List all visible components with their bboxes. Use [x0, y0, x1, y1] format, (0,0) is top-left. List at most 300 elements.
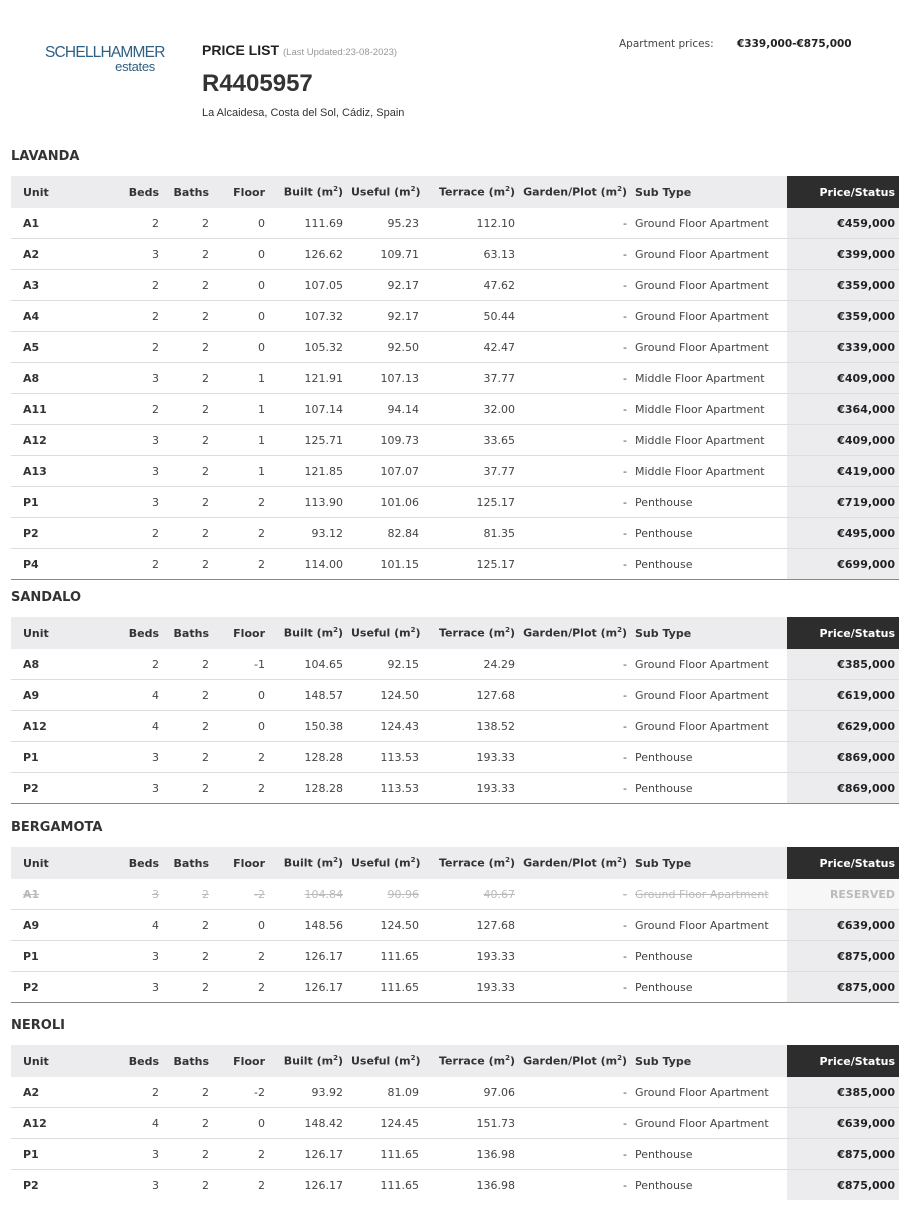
- table-row: [11, 456, 899, 487]
- cell-useful: 92.17: [347, 301, 423, 332]
- column-header-label: Terrace (m: [439, 1054, 506, 1068]
- cell-useful: 124.45: [347, 1108, 423, 1139]
- page-title: [202, 42, 397, 58]
- column-header-label: Beds: [128, 185, 159, 199]
- price-range-label: Apartment prices:: [619, 38, 714, 50]
- cell-built: 111.69: [269, 208, 347, 239]
- column-header-beds: [103, 847, 163, 879]
- cell-built: 126.17: [269, 941, 347, 972]
- cell-floor: 0: [213, 680, 269, 711]
- unit-superscript: 2: [505, 856, 510, 865]
- cell-price: €385,000: [787, 649, 899, 680]
- cell-terrace: 24.29: [423, 649, 519, 680]
- cell-beds: 3: [103, 239, 163, 270]
- table-header-row: [11, 1045, 899, 1077]
- column-header-label: Floor: [233, 626, 265, 640]
- column-header-terrace: [423, 176, 519, 208]
- column-header-label: Useful (m: [351, 626, 411, 640]
- column-header-close: ): [415, 856, 421, 870]
- column-header-useful: [347, 617, 423, 649]
- table-header-row: [11, 176, 899, 208]
- table-row: [11, 1170, 899, 1201]
- column-header-label: Built (m: [283, 626, 334, 640]
- column-header-garden: [519, 176, 631, 208]
- cell-terrace: 136.98: [423, 1139, 519, 1170]
- cell-useful: 94.14: [347, 394, 423, 425]
- column-header-unit: [11, 847, 103, 879]
- price-table: [11, 617, 899, 804]
- cell-beds: 3: [103, 773, 163, 804]
- cell-garden: -: [519, 487, 631, 518]
- table-row: [11, 239, 899, 270]
- cell-unit: P1: [11, 487, 103, 518]
- cell-subtype: Ground Floor Apartment: [631, 301, 787, 332]
- table-row: [11, 711, 899, 742]
- cell-useful: 109.73: [347, 425, 423, 456]
- table-row: [11, 208, 899, 239]
- unit-superscript: 2: [505, 185, 510, 194]
- cell-baths: 2: [163, 1139, 213, 1170]
- cell-built: 105.32: [269, 332, 347, 363]
- cell-subtype: Ground Floor Apartment: [631, 680, 787, 711]
- cell-unit: P4: [11, 549, 103, 580]
- cell-useful: 124.50: [347, 680, 423, 711]
- column-header-label: Useful (m: [351, 185, 411, 199]
- cell-built: 104.65: [269, 649, 347, 680]
- cell-garden: -: [519, 711, 631, 742]
- column-header-close: ): [337, 626, 343, 640]
- cell-useful: 111.65: [347, 1139, 423, 1170]
- column-header-useful: [347, 176, 423, 208]
- cell-beds: 2: [103, 270, 163, 301]
- cell-garden: -: [519, 910, 631, 941]
- table-row: [11, 773, 899, 804]
- table-row: [11, 394, 899, 425]
- cell-unit: A13: [11, 456, 103, 487]
- price-table: [11, 1045, 899, 1200]
- cell-terrace: 125.17: [423, 549, 519, 580]
- cell-built: 114.00: [269, 549, 347, 580]
- cell-useful: 92.17: [347, 270, 423, 301]
- column-header-baths: [163, 617, 213, 649]
- cell-unit: P1: [11, 742, 103, 773]
- cell-price: €875,000: [787, 1170, 899, 1201]
- unit-superscript: 2: [410, 856, 416, 865]
- cell-subtype: Ground Floor Apartment: [631, 910, 787, 941]
- column-header-label: Garden/Plot (m: [523, 626, 618, 640]
- cell-floor: 2: [213, 549, 269, 580]
- column-header-floor: [213, 1045, 269, 1077]
- cell-price: €364,000: [787, 394, 899, 425]
- cell-baths: 2: [163, 301, 213, 332]
- cell-subtype: Ground Floor Apartment: [631, 332, 787, 363]
- cell-garden: -: [519, 972, 631, 1003]
- column-header-terrace: [423, 617, 519, 649]
- column-header-label: Unit: [23, 856, 49, 870]
- cell-built: 126.62: [269, 239, 347, 270]
- cell-garden: -: [519, 363, 631, 394]
- cell-beds: 2: [103, 332, 163, 363]
- cell-unit: A5: [11, 332, 103, 363]
- cell-unit: P1: [11, 1139, 103, 1170]
- column-header-terrace: [423, 847, 519, 879]
- cell-useful: 111.65: [380, 1178, 419, 1192]
- cell-beds: 2: [103, 1077, 163, 1108]
- column-header-subtype: [631, 1045, 787, 1077]
- cell-price: €699,000: [787, 549, 899, 580]
- column-header-label: Floor: [233, 856, 265, 870]
- cell-price: €409,000: [787, 363, 899, 394]
- column-header-close: ): [621, 185, 627, 199]
- column-header-label: Built (m: [283, 185, 334, 199]
- price-table: [11, 847, 899, 1003]
- cell-floor: 0: [213, 711, 269, 742]
- cell-built: 126.17: [269, 972, 347, 1003]
- column-header-label: Terrace (m: [439, 626, 506, 640]
- cell-garden: -: [519, 549, 631, 580]
- cell-subtype: Ground Floor Apartment: [631, 1108, 787, 1139]
- last-updated: (Last Updated:23-08-2023): [283, 47, 398, 58]
- cell-subtype: Penthouse: [635, 1178, 693, 1192]
- column-header-close: ): [621, 856, 627, 870]
- table-header-row: [11, 847, 899, 879]
- cell-terrace: 42.47: [423, 332, 519, 363]
- column-header-close: ): [509, 1054, 515, 1068]
- table-row: [11, 332, 899, 363]
- cell-useful: 81.09: [347, 1077, 423, 1108]
- column-header-label: Price/Status: [819, 626, 895, 640]
- cell-unit: P1: [11, 941, 103, 972]
- cell-unit: A2: [11, 239, 103, 270]
- unit-superscript: 2: [333, 626, 338, 635]
- column-header-garden: [519, 617, 631, 649]
- cell-beds: 4: [103, 711, 163, 742]
- cell-terrace: 40.67: [423, 879, 519, 910]
- cell-price: €639,000: [787, 910, 899, 941]
- column-header-baths: [163, 176, 213, 208]
- cell-subtype: Penthouse: [631, 972, 787, 1003]
- column-header-price: [787, 847, 899, 879]
- cell-floor: 2: [213, 773, 269, 804]
- cell-built: 121.91: [269, 363, 347, 394]
- cell-price: €875,000: [787, 1139, 899, 1170]
- cell-garden: -: [519, 332, 631, 363]
- cell-unit: A2: [11, 1077, 103, 1108]
- table-row: [11, 270, 899, 301]
- table-row: [11, 941, 899, 972]
- cell-baths: 2: [163, 518, 213, 549]
- unit-superscript: 2: [617, 626, 622, 635]
- cell-garden: -: [519, 456, 631, 487]
- cell-baths: 2: [163, 773, 213, 804]
- section-title: SANDALO: [11, 590, 82, 605]
- table-row: [11, 363, 899, 394]
- column-header-built: [269, 1045, 347, 1077]
- cell-price: €385,000: [787, 1077, 899, 1108]
- cell-useful: 92.15: [347, 649, 423, 680]
- cell-subtype: Ground Floor Apartment: [631, 879, 787, 910]
- column-header-unit: [11, 617, 103, 649]
- cell-subtype: Ground Floor Apartment: [631, 239, 787, 270]
- unit-superscript: 2: [505, 626, 510, 635]
- cell-baths: 2: [163, 649, 213, 680]
- column-header-close: ): [337, 1054, 343, 1068]
- cell-floor: 2: [213, 941, 269, 972]
- cell-baths: 2: [163, 879, 213, 910]
- cell-floor: -1: [213, 649, 269, 680]
- cell-terrace: 193.33: [423, 742, 519, 773]
- cell-subtype: Penthouse: [631, 773, 787, 804]
- cell-built: 121.85: [269, 456, 347, 487]
- column-header-label: Floor: [233, 185, 265, 199]
- column-header-terrace: [423, 1045, 519, 1077]
- cell-price: €875,000: [787, 941, 899, 972]
- column-header-close: ): [337, 185, 343, 199]
- cell-subtype: Penthouse: [631, 742, 787, 773]
- cell-price: €869,000: [787, 773, 899, 804]
- cell-garden: -: [519, 394, 631, 425]
- cell-baths: 2: [163, 208, 213, 239]
- cell-baths: 2: [163, 941, 213, 972]
- column-header-label: Price/Status: [819, 856, 895, 870]
- column-header-label: Beds: [128, 626, 159, 640]
- column-header-label: Terrace (m: [439, 856, 506, 870]
- cell-terrace: 63.13: [423, 239, 519, 270]
- cell-price: €339,000: [787, 332, 899, 363]
- cell-floor: 0: [213, 332, 269, 363]
- column-header-label: Sub Type: [635, 856, 692, 870]
- cell-useful: 124.43: [347, 711, 423, 742]
- property-location: La Alcaidesa, Costa del Sol, Cádiz, Spain: [202, 107, 405, 119]
- cell-built: 128.28: [269, 773, 347, 804]
- cell-unit: A12: [11, 1108, 103, 1139]
- cell-baths: 2: [163, 394, 213, 425]
- cell-terrace: 193.33: [423, 941, 519, 972]
- cell-unit: A9: [11, 910, 103, 941]
- unit-superscript: 2: [617, 185, 622, 194]
- cell-useful: 111.65: [347, 972, 423, 1003]
- cell-garden: -: [519, 1139, 631, 1170]
- unit-superscript: 2: [333, 856, 338, 865]
- table-row: [11, 972, 899, 1003]
- cell-baths: 2: [163, 425, 213, 456]
- cell-useful: 113.53: [347, 773, 423, 804]
- cell-floor: 0: [213, 239, 269, 270]
- cell-garden: -: [519, 879, 631, 910]
- cell-garden: -: [519, 941, 631, 972]
- cell-price: RESERVED: [787, 879, 899, 910]
- cell-beds: 2: [103, 394, 163, 425]
- cell-beds: 4: [103, 910, 163, 941]
- cell-garden: -: [519, 773, 631, 804]
- cell-floor: 0: [213, 208, 269, 239]
- cell-built: 148.56: [269, 910, 347, 941]
- cell-useful: 107.07: [347, 456, 423, 487]
- cell-floor: 0: [213, 910, 269, 941]
- column-header-label: Baths: [173, 626, 209, 640]
- cell-terrace: 193.33: [423, 972, 519, 1003]
- cell-unit: A1: [11, 879, 103, 910]
- unit-superscript: 2: [617, 1054, 622, 1063]
- cell-garden: -: [519, 742, 631, 773]
- cell-beds: 3: [103, 1139, 163, 1170]
- column-header-beds: [103, 617, 163, 649]
- table-header-row: [11, 617, 899, 649]
- cell-useful: 95.23: [347, 208, 423, 239]
- column-header-beds: [103, 176, 163, 208]
- column-header-subtype: [631, 847, 787, 879]
- cell-price: €869,000: [787, 742, 899, 773]
- logo-line2: estates: [115, 59, 155, 74]
- table-row: [11, 910, 899, 941]
- column-header-price: [787, 617, 899, 649]
- cell-built: 107.14: [269, 394, 347, 425]
- cell-useful: 113.53: [347, 742, 423, 773]
- cell-beds: 3: [103, 972, 163, 1003]
- column-header-label: Unit: [23, 1054, 49, 1068]
- table-row: [11, 301, 899, 332]
- cell-floor: 2: [213, 518, 269, 549]
- column-header-close: ): [621, 626, 627, 640]
- cell-unit: A11: [11, 394, 103, 425]
- table-row: [11, 1139, 899, 1170]
- cell-built: 93.12: [269, 518, 347, 549]
- column-header-floor: [213, 176, 269, 208]
- column-header-label: Floor: [233, 1054, 265, 1068]
- column-header-close: ): [509, 626, 515, 640]
- cell-price: €419,000: [787, 456, 899, 487]
- cell-baths: 2: [163, 239, 213, 270]
- column-header-unit: [11, 1045, 103, 1077]
- cell-terrace: 193.33: [423, 773, 519, 804]
- cell-subtype: Penthouse: [631, 518, 787, 549]
- cell-subtype: Penthouse: [631, 1139, 787, 1170]
- cell-baths: 2: [163, 910, 213, 941]
- cell-garden: -: [519, 425, 631, 456]
- cell-beds: 2: [103, 649, 163, 680]
- cell-baths: 2: [163, 487, 213, 518]
- cell-baths: 2: [163, 972, 213, 1003]
- cell-beds: 2: [103, 301, 163, 332]
- cell-garden: -: [519, 680, 631, 711]
- column-header-label: Garden/Plot (m: [523, 1054, 618, 1068]
- cell-useful: 92.50: [347, 332, 423, 363]
- price-range-value: €339,000-€875,000: [737, 38, 852, 50]
- column-header-close: ): [509, 856, 515, 870]
- cell-baths: 2: [163, 1077, 213, 1108]
- cell-terrace: 127.68: [423, 910, 519, 941]
- column-header-beds: [103, 1045, 163, 1077]
- section-title: LAVANDA: [11, 149, 80, 164]
- cell-subtype: Ground Floor Apartment: [631, 649, 787, 680]
- unit-superscript: 2: [617, 856, 622, 865]
- table-row: [11, 425, 899, 456]
- cell-price: €619,000: [787, 680, 899, 711]
- cell-beds: 4: [103, 1108, 163, 1139]
- column-header-built: [269, 176, 347, 208]
- cell-beds: 3: [103, 425, 163, 456]
- cell-built: 107.05: [269, 270, 347, 301]
- cell-price: €409,000: [787, 425, 899, 456]
- cell-useful: 82.84: [347, 518, 423, 549]
- column-header-close: ): [337, 856, 343, 870]
- cell-built: 104.84: [269, 879, 347, 910]
- column-header-baths: [163, 847, 213, 879]
- column-header-close: ): [415, 626, 421, 640]
- cell-unit: P2: [11, 972, 103, 1003]
- cell-subtype: Penthouse: [631, 549, 787, 580]
- cell-beds: 3: [103, 487, 163, 518]
- cell-terrace: 33.65: [423, 425, 519, 456]
- cell-floor: 1: [213, 456, 269, 487]
- cell-built: 150.38: [269, 711, 347, 742]
- cell-built: 113.90: [269, 487, 347, 518]
- property-reference: R4405957: [202, 70, 313, 97]
- cell-beds: 3: [103, 941, 163, 972]
- column-header-label: Price/Status: [819, 185, 895, 199]
- cell-floor: 2: [213, 972, 269, 1003]
- cell-garden: -: [623, 1178, 627, 1192]
- unit-superscript: 2: [410, 185, 416, 194]
- cell-built: 107.32: [269, 301, 347, 332]
- cell-built: 93.92: [269, 1077, 347, 1108]
- column-header-close: ): [509, 185, 515, 199]
- cell-garden: -: [519, 1077, 631, 1108]
- column-header-label: Garden/Plot (m: [523, 856, 618, 870]
- cell-beds: 3: [152, 1178, 159, 1192]
- column-header-label: Sub Type: [635, 185, 692, 199]
- column-header-close: ): [621, 1054, 627, 1068]
- cell-beds: 2: [103, 518, 163, 549]
- cell-terrace: 32.00: [423, 394, 519, 425]
- cell-floor: 2: [213, 742, 269, 773]
- cell-terrace: 138.52: [423, 711, 519, 742]
- cell-floor: 0: [213, 301, 269, 332]
- cell-built: 128.28: [269, 742, 347, 773]
- cell-baths: 2: [202, 1178, 209, 1192]
- cell-terrace: 112.10: [423, 208, 519, 239]
- column-header-label: Terrace (m: [439, 185, 506, 199]
- cell-subtype: Ground Floor Apartment: [631, 208, 787, 239]
- cell-unit: P2: [11, 773, 103, 804]
- cell-beds: 3: [103, 456, 163, 487]
- cell-beds: 4: [103, 680, 163, 711]
- cell-subtype: Middle Floor Apartment: [631, 425, 787, 456]
- column-header-label: Unit: [23, 185, 49, 199]
- logo-line1: SCHELLHAMMER: [45, 44, 165, 61]
- page-title-text: PRICE LIST: [202, 42, 280, 58]
- cell-beds: 3: [103, 879, 163, 910]
- column-header-label: Unit: [23, 626, 49, 640]
- column-header-price: [787, 176, 899, 208]
- cell-subtype: Middle Floor Apartment: [631, 394, 787, 425]
- cell-subtype: Ground Floor Apartment: [631, 1077, 787, 1108]
- column-header-close: ): [415, 1054, 421, 1068]
- cell-unit: A12: [11, 711, 103, 742]
- cell-built: 148.42: [269, 1108, 347, 1139]
- cell-floor: 1: [213, 394, 269, 425]
- cell-useful: 107.13: [347, 363, 423, 394]
- column-header-label: Sub Type: [635, 1054, 692, 1068]
- table-row: [11, 680, 899, 711]
- section-title: NEROLI: [11, 1018, 65, 1033]
- unit-superscript: 2: [505, 1054, 510, 1063]
- column-header-baths: [163, 1045, 213, 1077]
- column-header-label: Beds: [128, 1054, 159, 1068]
- cell-floor: 0: [213, 1108, 269, 1139]
- cell-garden: -: [519, 208, 631, 239]
- cell-price: €459,000: [787, 208, 899, 239]
